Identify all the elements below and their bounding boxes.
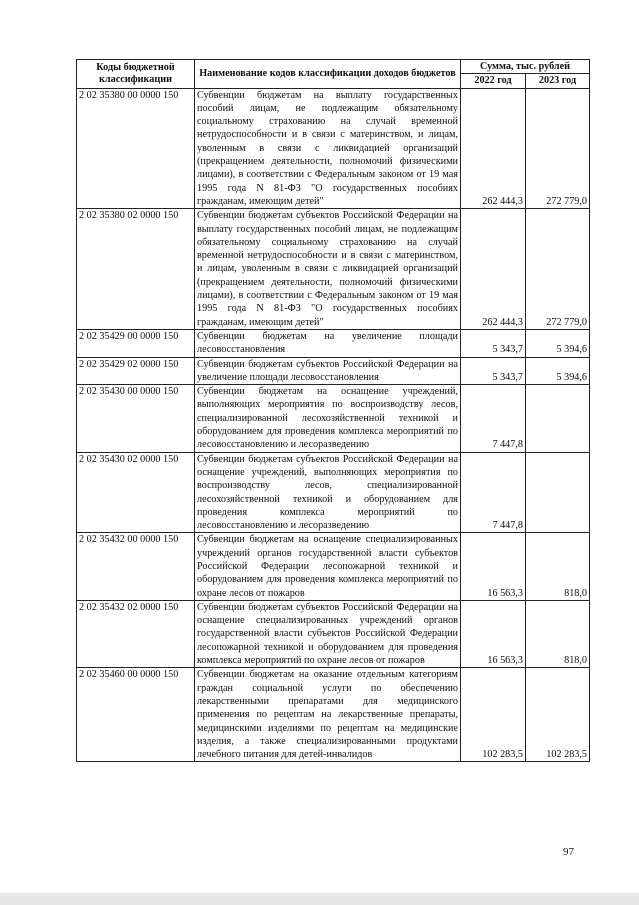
row-value-2023: 272 779,0 xyxy=(526,209,590,330)
row-value-2022: 5 343,7 xyxy=(461,329,526,357)
row-value-2023 xyxy=(526,452,590,533)
row-value-2023: 818,0 xyxy=(526,600,590,667)
row-value-2023: 818,0 xyxy=(526,533,590,600)
row-value-2023 xyxy=(526,385,590,452)
row-code: 2 02 35460 00 0000 150 xyxy=(77,668,195,762)
row-code: 2 02 35432 02 0000 150 xyxy=(77,600,195,667)
row-value-2022: 7 447,8 xyxy=(461,385,526,452)
row-value-2022: 262 444,3 xyxy=(461,88,526,209)
header-code: Коды бюджетной классификации xyxy=(77,60,195,89)
row-code: 2 02 35429 02 0000 150 xyxy=(77,357,195,385)
row-code: 2 02 35430 02 0000 150 xyxy=(77,452,195,533)
header-year-2022: 2022 год xyxy=(461,74,526,88)
row-code: 2 02 35429 00 0000 150 xyxy=(77,329,195,357)
header-sum: Сумма, тыс. рублей xyxy=(461,60,590,74)
row-code: 2 02 35380 00 0000 150 xyxy=(77,88,195,209)
row-code: 2 02 35380 02 0000 150 xyxy=(77,209,195,330)
row-code: 2 02 35432 00 0000 150 xyxy=(77,533,195,600)
row-name: Субвенции бюджетам на оказание отдельным категориям граждан социальной услуги по обеспечению лекарственными препаратами для медицинского применения по рецептам на лекарственные препараты, медицинскими изделиями по рецептам на медицинские изделия, а также специализированными продуктами лечебного питания для детей-инвалидов xyxy=(195,668,461,762)
row-value-2023: 5 394,6 xyxy=(526,329,590,357)
header-year-2023: 2023 год xyxy=(526,74,590,88)
table-row xyxy=(77,600,590,667)
row-value-2023: 5 394,6 xyxy=(526,357,590,385)
row-value-2022: 7 447,8 xyxy=(461,452,526,533)
table-row xyxy=(77,533,590,600)
budget-table xyxy=(76,59,590,762)
row-name: Субвенции бюджетам на выплату государственных пособий лицам, не подлежащим обязательному социальному страхованию на случай временной нетрудоспособности и в связи с материнством, и лицам, уволенным в связи с ликвидацией организаций (прекращением деятельности, полномочий физическими лицами), в соответствии с Федеральным законом от 19 мая 1995 года N 81-ФЗ "О государственных пособиях гражданам, имеющим детей" xyxy=(195,88,461,209)
row-name: Субвенции бюджетам на увеличение площади лесовосстановления xyxy=(195,329,461,357)
table-row xyxy=(77,668,590,762)
table-row xyxy=(77,357,590,385)
row-name: Субвенции бюджетам субъектов Российской Федерации на оснащение учреждений, выполняющих мероприятия по воспроизводству лесов, специализированной лесохозяйственной техникой и оборудованием для проведения комплекса мероприятий по лесовосстановлению и лесоразведению xyxy=(195,452,461,533)
row-value-2022: 16 563,3 xyxy=(461,533,526,600)
page-number: 97 xyxy=(563,846,574,858)
row-value-2023: 102 283,5 xyxy=(526,668,590,762)
row-value-2022: 5 343,7 xyxy=(461,357,526,385)
row-name: Субвенции бюджетам субъектов Российской Федерации на оснащение специализированных учреждений органов государственной власти субъектов Российской Федерации лесопожарной техникой и оборудованием для проведения комплекса мероприятий по охране лесов от пожаров xyxy=(195,600,461,667)
row-value-2022: 16 563,3 xyxy=(461,600,526,667)
row-value-2023: 272 779,0 xyxy=(526,88,590,209)
table-row xyxy=(77,209,590,330)
table-row xyxy=(77,385,590,452)
table-header-row xyxy=(77,60,590,74)
row-name: Субвенции бюджетам субъектов Российской Федерации на выплату государственных пособий лицам, не подлежащим обязательному социальному страхованию на случай временной нетрудоспособности и в связи с материнством, и лицам, уволенным в связи с ликвидацией организаций (прекращением деятельности, полномочий физическими лицами), в соответствии с Федеральным законом от 19 мая 1995 года N 81-ФЗ "О государственных пособиях гражданам, имеющим детей" xyxy=(195,209,461,330)
header-name: Наименование кодов классификации доходов бюджетов xyxy=(195,60,461,89)
row-name: Субвенции бюджетам на оснащение учреждений, выполняющих мероприятия по воспроизводству лесов, специализированной лесохозяйственной техникой и оборудованием для проведения комплекса мероприятий по лесовосстановлению и лесоразведению xyxy=(195,385,461,452)
row-value-2022: 262 444,3 xyxy=(461,209,526,330)
row-name: Субвенции бюджетам на оснащение специализированных учреждений органов государственной власти субъектов Российской Федерации лесопожарной техникой и оборудованием для проведения комплекса мероприятий по охране лесов от пожаров xyxy=(195,533,461,600)
row-value-2022: 102 283,5 xyxy=(461,668,526,762)
row-name: Субвенции бюджетам субъектов Российской Федерации на увеличение площади лесовосстановления xyxy=(195,357,461,385)
table-row xyxy=(77,452,590,533)
table-row xyxy=(77,329,590,357)
scan-edge xyxy=(0,893,639,905)
row-code: 2 02 35430 00 0000 150 xyxy=(77,385,195,452)
table-row xyxy=(77,88,590,209)
